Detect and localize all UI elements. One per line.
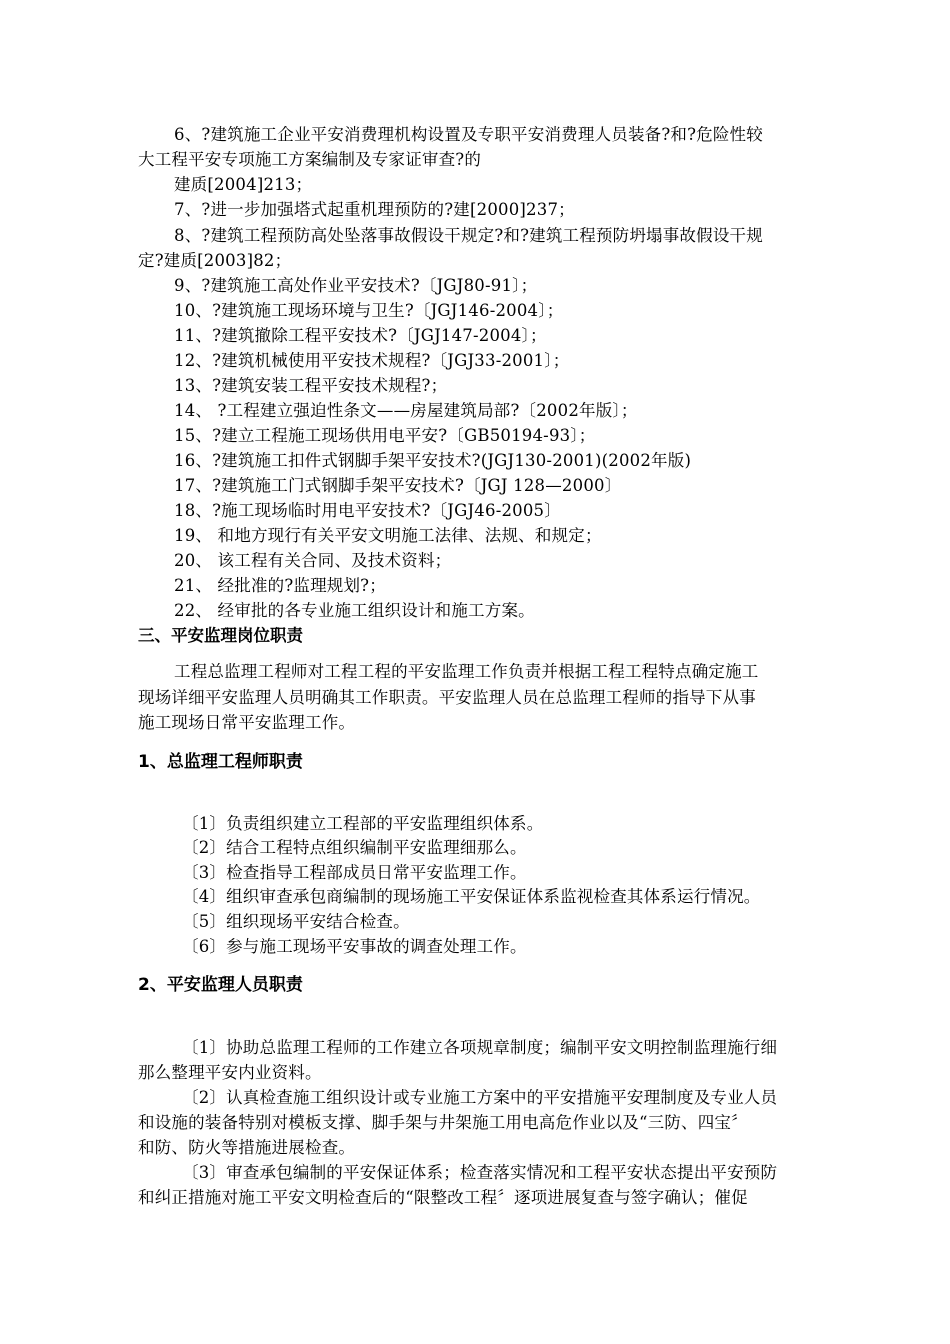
sub2-item-2-line2: 和设施的装备特别对模板支撑、脚手架与井架施工用电高危作业以及“三防、四宝〞 xyxy=(138,1113,748,1132)
ref-item-22: 22、 经审批的各专业施工组织设计和施工方案。 xyxy=(174,601,535,620)
ref-item-15: 15、?建立工程施工现场供用电平安?〔GB50194-93〕； xyxy=(174,426,596,445)
sub1-item-4: 〔4〕组织审查承包商编制的现场施工平安保证体系监视检查其体系运行情况。 xyxy=(182,887,761,906)
ref-item-11: 11、?建筑撤除工程平安技术?〔JGJ147-2004〕； xyxy=(174,326,547,345)
ref-item-21: 21、 经批准的?监理规划?； xyxy=(174,576,386,595)
sub1-item-2: 〔2〕结合工程特点组织编制平安监理细那么。 xyxy=(182,838,527,857)
section-3-intro-line2: 现场详细平安监理人员明确其工作职责。平安监理人员在总监理工程师的指导下从事 xyxy=(138,688,756,707)
section-3-heading: 三、平安监理岗位职责 xyxy=(138,626,303,645)
ref-item-6-line1: 6、?建筑施工企业平安消费理机构设置及专职平安消费理人员装备?和?危险性较 xyxy=(174,125,763,144)
ref-item-18: 18、?施工现场临时用电平安技术?〔JGJ46-2005〕 xyxy=(174,501,561,520)
ref-item-9: 9、?建筑施工高处作业平安技术?〔JGJ80-91〕； xyxy=(174,276,538,295)
section-3-intro-line3: 施工现场日常平安监理工作。 xyxy=(138,713,356,732)
section-3-intro-line1: 工程总监理工程师对工程工程的平安监理工作负责并根据工程工程特点确定施工 xyxy=(174,662,759,681)
ref-item-17: 17、?建筑施工门式钢脚手架平安技术?〔JGJ 128—2000〕 xyxy=(174,476,622,495)
ref-item-10: 10、?建筑施工现场环境与卫生?〔JGJ146-2004〕； xyxy=(174,301,564,320)
ref-item-13: 13、?建筑安装工程平安技术规程?； xyxy=(174,376,448,395)
ref-item-14: 14、 ?工程建立强迫性条文——房屋建筑局部?〔2002年版〕； xyxy=(174,401,638,420)
ref-item-8-line2: 定?建质[2003]82； xyxy=(138,251,292,270)
sub1-item-3: 〔3〕检查指导工程部成员日常平安监理工作。 xyxy=(182,863,527,882)
ref-item-6-line2: 大工程平安专项施工方案编制及专家证审查?的 xyxy=(138,150,482,169)
ref-item-16: 16、?建筑施工扣件式钢脚手架平安技术?(JGJ130-2001)(2002年版) xyxy=(174,451,692,470)
subsection-1-heading: 1、总监理工程师职责 xyxy=(138,752,303,772)
sub2-item-2-line3: 和防、防火等措施进展检查。 xyxy=(138,1138,356,1157)
sub1-item-6: 〔6〕参与施工现场平安事故的调查处理工作。 xyxy=(182,937,527,956)
sub2-item-1-line2: 那么整理平安内业资料。 xyxy=(138,1063,322,1082)
ref-item-8-line1: 8、?建筑工程预防高处坠落事故假设干规定?和?建筑工程预防坍塌事故假设干规 xyxy=(174,226,763,245)
sub1-item-5: 〔5〕组织现场平安结合检查。 xyxy=(182,912,410,931)
sub2-item-1-line1: 〔1〕协助总监理工程师的工作建立各项规章制度；编制平安文明控制监理施行细 xyxy=(182,1038,778,1057)
ref-item-12: 12、?建筑机械使用平安技术规程?〔JGJ33-2001〕； xyxy=(174,351,570,370)
sub2-item-3-line2: 和纠正措施对施工平安文明检查后的“限整改工程〞逐项进展复查与签字确认；催促 xyxy=(138,1188,748,1207)
sub2-item-2-line1: 〔2〕认真检查施工组织设计或专业施工方案中的平安措施平安理制度及专业人员 xyxy=(182,1088,778,1107)
ref-item-6-line3: 建质[2004]213； xyxy=(174,175,313,194)
subsection-2-heading: 2、平安监理人员职责 xyxy=(138,975,303,995)
ref-item-19: 19、 和地方现行有关平安文明施工法律、法规、和规定； xyxy=(174,526,602,545)
sub1-item-1: 〔1〕负责组织建立工程部的平安监理组织体系。 xyxy=(182,814,544,833)
ref-item-20: 20、 该工程有关合同、及技术资料； xyxy=(174,551,452,570)
sub2-item-3-line1: 〔3〕审查承包编制的平安保证体系；检查落实情况和工程平安状态提出平安预防 xyxy=(182,1163,778,1182)
ref-item-7: 7、?进一步加强塔式起重机理预防的?建[2000]237； xyxy=(174,200,575,219)
